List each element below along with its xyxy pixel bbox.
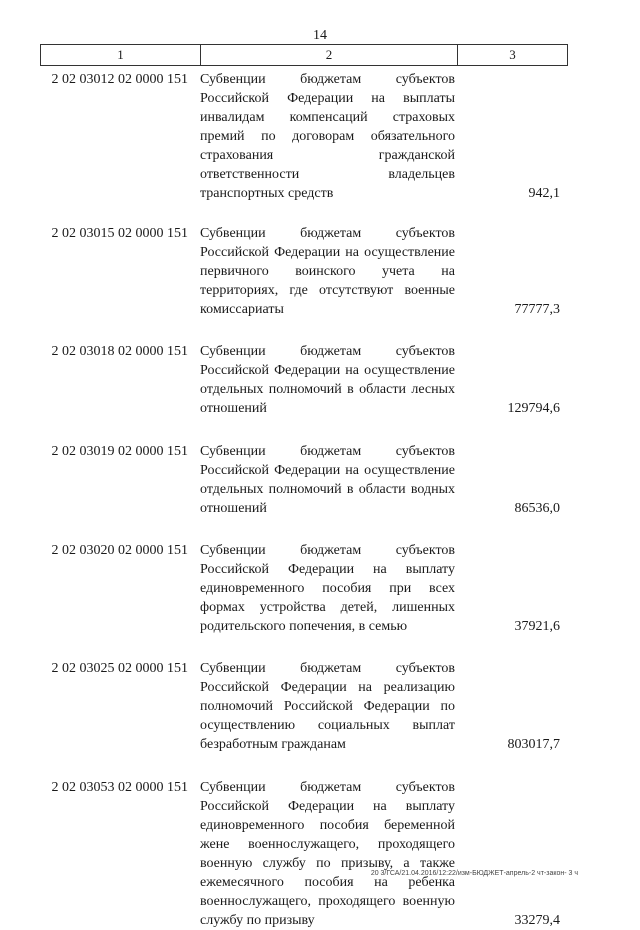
- document-footer: 20 3/ГСА/21.04.2016/12:22/изм-БЮДЖЕТ-апрель-2 чт-закон- 3 ч: [370, 870, 578, 877]
- table-row: [40, 442, 580, 518]
- row-amount: 77777,3: [514, 302, 560, 317]
- header-col-3: 3: [509, 47, 516, 62]
- row-description: Субвенции бюджетам субъектов Российской Федерации на осуществление отдельных полномочий в области лесных отношений: [200, 344, 455, 416]
- page-number: 14: [313, 28, 327, 43]
- row-description: Субвенции бюджетам субъектов Российской Федерации на реализацию полномочий Российской Федерации по осуществлению социальных выплат безработным гражданам: [200, 661, 455, 752]
- budget-code: 2 02 03020 02 0000 151: [51, 543, 188, 558]
- row-description: Субвенции бюджетам субъектов Российской Федерации на осуществление первичного воинского учета на территориях, где отсутствуют военные комиссариаты: [200, 226, 455, 317]
- header-col-1: 1: [41, 45, 201, 65]
- row-amount: 37921,6: [514, 619, 560, 634]
- budget-code: 2 02 03053 02 0000 151: [51, 780, 188, 795]
- table-row: [40, 659, 580, 754]
- table-row: [40, 342, 580, 418]
- table-row: [40, 778, 580, 930]
- row-description: Субвенции бюджетам субъектов Российской Федерации на осуществление отдельных полномочий в области водных отношений: [200, 444, 455, 516]
- table-row: [40, 541, 580, 636]
- row-description: Субвенции бюджетам субъектов Российской Федерации на выплату единовременного пособия беременной жене военнослужащего, проходящего военную службу по призыву, а также ежемесячного пособия на ребенка военнослужащего, проходящего военную службу по призыву: [200, 780, 455, 928]
- row-description: Субвенции бюджетам субъектов Российской Федерации на выплаты инвалидам компенсаций страховых премий по договорам обязательного страхования гражданской ответственности владельцев транспортных средств: [200, 72, 455, 201]
- row-amount: 942,1: [528, 186, 560, 201]
- table-row: [40, 224, 580, 319]
- table-body: [40, 70, 580, 930]
- budget-code: 2 02 03018 02 0000 151: [51, 344, 188, 359]
- budget-code: 2 02 03019 02 0000 151: [51, 444, 188, 459]
- budget-code: 2 02 03015 02 0000 151: [51, 226, 188, 241]
- row-amount: 803017,7: [507, 737, 560, 752]
- table-header: [40, 44, 568, 66]
- row-amount: 86536,0: [514, 501, 560, 516]
- budget-code: 2 02 03025 02 0000 151: [51, 661, 188, 676]
- row-description: Субвенции бюджетам субъектов Российской Федерации на выплату единовременного пособия при всех формах устройства детей, лишенных родительского попечения, в семью: [200, 543, 455, 634]
- table-row: [40, 70, 580, 203]
- header-col-2: 2: [201, 45, 458, 65]
- budget-code: 2 02 03012 02 0000 151: [51, 72, 188, 87]
- row-amount: 33279,4: [514, 913, 560, 928]
- row-amount: 129794,6: [507, 401, 560, 416]
